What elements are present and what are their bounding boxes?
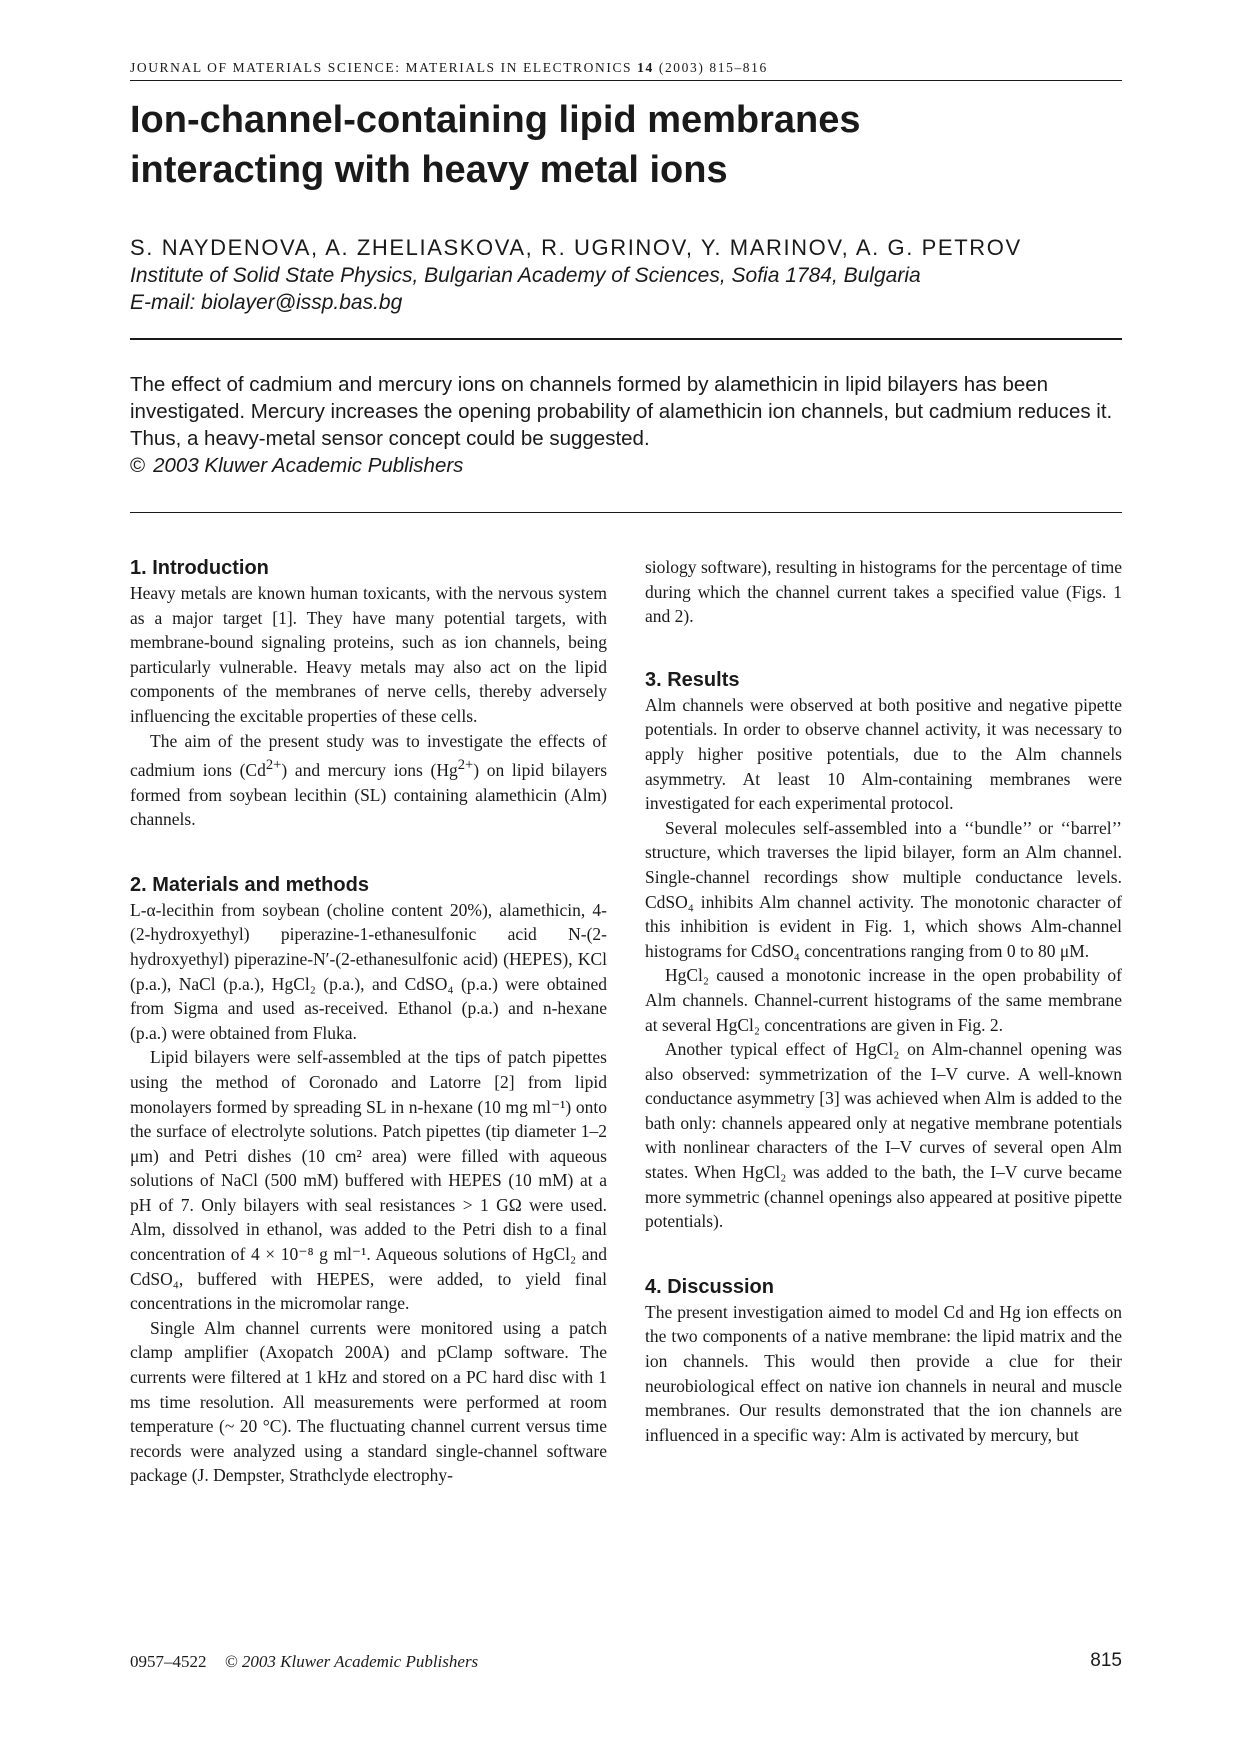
intro-p2-part-a: The aim of the present study was to investigate the effects of cadmium ions (Cd xyxy=(130,730,607,780)
results-paragraph-4: Another typical effect of HgCl₂ on Alm-channel opening was also observed: symmetrization of the I–V curve. A well-known conductance asymmetry [3] was achieved when Alm is added to the bath only: channels appeared only at negative membrane potentials with nonlinear characters of the I–V curves of several open Alm states. When HgCl₂ was added to the bath, the I–V curve became more symmetric (channel openings also appeared at positive pipette potentials). xyxy=(645,1039,1122,1232)
title-line-1: Ion-channel-containing lipid membranes xyxy=(130,99,861,141)
abstract-top-rule xyxy=(130,338,1122,340)
discussion-paragraph-1: The present investigation aimed to model Cd and Hg ion effects on the two components of a native membrane: the lipid matrix and the ion channels. This would then provide a clue for their neurobiological effect on native ion channels in neural and muscle membranes. Our results demonstrated that the ion channels are influenced in a specific way: Alm is activated by mercury, but xyxy=(645,1301,1122,1445)
intro-paragraph-2 xyxy=(130,729,607,832)
results-paragraph-2: Several molecules self-assembled into a ‘‘bundle’’ or ‘‘barrel’’ structure, which traverses the lipid bilayer, form an Alm channel. Single-channel recordings show multiple conductance levels. CdSO₄ inhibits Alm channel activity. The monotonic character of this inhibition is evident in Fig. 1, which shows Alm-channel histograms for CdSO₄ concentrations ranging from 0 to 80 μM. xyxy=(645,817,1122,961)
paper-title xyxy=(130,95,1122,195)
footer-publisher xyxy=(225,1652,478,1671)
authors: S. NAYDENOVA, A. ZHELIASKOVA, R. UGRINOV, Y. MARINOV, A. G. PETROV xyxy=(130,235,1022,260)
section-heading-methods: 2. Materials and methods xyxy=(130,873,369,896)
abstract xyxy=(130,371,1122,479)
results-paragraph-1: Alm channels were observed at both positive and negative pipette potentials. In order to observe channel activity, it was necessary to apply higher positive potentials, due to the Alm channels asymmetry. At least 10 Alm-containing membranes were investigated for each experimental protocol. xyxy=(645,694,1122,814)
intro-p2-part-c: ) on lipid bilayers formed from soybean lecithin (SL) containing alamethicin (Alm) channels. xyxy=(130,759,607,830)
intro-paragraph-1: Heavy metals are known human toxicants, with the nervous system as a major target [1]. They have many potential targets, with membrane-bound signaling proteins, such as ion channels, being particularly vulnerable. Heavy metals may also act on the lipid components of the membranes of nerve cells, thereby adversely influencing the excitable properties of these cells. xyxy=(130,583,607,726)
right-column xyxy=(645,555,1122,1447)
journal-header xyxy=(130,60,1122,76)
footer-copyright-icon: © xyxy=(224,1652,238,1671)
page-number: 815 xyxy=(1090,1650,1122,1671)
abstract-text: The effect of cadmium and mercury ions on channels formed by alamethicin in lipid bilayers has been investigated. Mercury increases the opening probability of alamethicin ion channels, but cadmium reduces it. Thus, a heavy-metal sensor concept could be suggested. xyxy=(130,373,1113,450)
section-heading-discussion: 4. Discussion xyxy=(645,1275,774,1298)
header-rule xyxy=(130,80,1122,81)
intro-p2-part-b: ) and mercury ions (Hg xyxy=(281,759,458,780)
hg-charge: 2+ xyxy=(457,757,474,774)
abstract-bottom-rule xyxy=(130,512,1122,513)
section-heading-results: 3. Results xyxy=(645,668,740,691)
footer-issn: 0957–4522 xyxy=(130,1652,207,1671)
email: E-mail: biolayer@issp.bas.bg xyxy=(130,291,403,314)
journal-year-pages: (2003) 815–816 xyxy=(658,60,768,75)
abstract-copyright-text: 2003 Kluwer Academic Publishers xyxy=(153,454,464,477)
affiliation-block xyxy=(130,262,1122,316)
results-paragraph-3: HgCl₂ caused a monotonic increase in the open probability of Alm channels. Channel-current histograms of the same membrane at several HgCl₂ concentrations are given in Fig. 2. xyxy=(645,965,1122,1035)
affiliation: Institute of Solid State Physics, Bulgarian Academy of Sciences, Sofia 1784, Bulgaria xyxy=(130,264,921,287)
section-heading-introduction: 1. Introduction xyxy=(130,557,269,579)
title-line-2: interacting with heavy metal ions xyxy=(130,149,728,191)
methods-paragraph-2: Lipid bilayers were self-assembled at the tips of patch pipettes using the method of Coronado and Latorre [2] from lipid monolayers formed by spreading SL in n-hexane (10 mg ml⁻¹) onto the surface of electrolyte solutions. Patch pipettes (tip diameter 1–2 μm) and Petri dishes (10 cm² area) were filled with aqueous solutions of NaCl (500 mM) buffered with HEPES (10 mM) at a pH of 7. Only bilayers with seal resistances > 1 GΩ were used. Alm, dissolved in ethanol, was added to the Petri dish to a final concentration of 4 × 10⁻⁸ g ml⁻¹. Aqueous solutions of HgCl₂ and CdSO₄, buffered with HEPES, were added, to yield final concentrations in the micromolar range. xyxy=(130,1047,607,1314)
methods-paragraph-1: L-α-lecithin from soybean (choline content 20%), alamethicin, 4-(2-hydroxyethyl) piperazine-1-ethanesulfonic acid N-(2-hydroxyethyl) piperazine-N′-(2-ethanesulfonic acid) (HEPES), KCl (p.a.), NaCl (p.a.), HgCl₂ (p.a.), and CdSO₄ (p.a.) were obtained from Sigma and used as-received. Ethanol (p.a.) and n-hexane (p.a.) were obtained from Fluka. xyxy=(130,899,607,1043)
footer-left xyxy=(130,1652,478,1672)
abstract-copyright xyxy=(130,454,463,477)
methods-paragraph-4: siology software), resulting in histograms for the percentage of time during which the channel current takes a specified value (Figs. 1 and 2). xyxy=(645,557,1122,627)
journal-name: JOURNAL OF MATERIALS SCIENCE: MATERIALS IN ELECTRONICS xyxy=(130,60,633,75)
cd-charge: 2+ xyxy=(265,757,282,774)
journal-volume: 14 xyxy=(637,60,654,75)
copyright-icon: © xyxy=(130,454,146,477)
footer-publisher-text: 2003 Kluwer Academic Publishers xyxy=(241,1652,479,1671)
methods-paragraph-3: Single Alm channel currents were monitored using a patch clamp amplifier (Axopatch 200A) and pClamp software. The currents were filtered at 1 kHz and stored on a PC hard disc with 1 ms time resolution. All measurements were performed at room temperature (~ 20 °C). The fluctuating channel current versus time records were analyzed using a standard single-channel software package (J. Dempster, Strathclyde electrophy- xyxy=(130,1317,607,1486)
left-column xyxy=(130,555,607,1488)
